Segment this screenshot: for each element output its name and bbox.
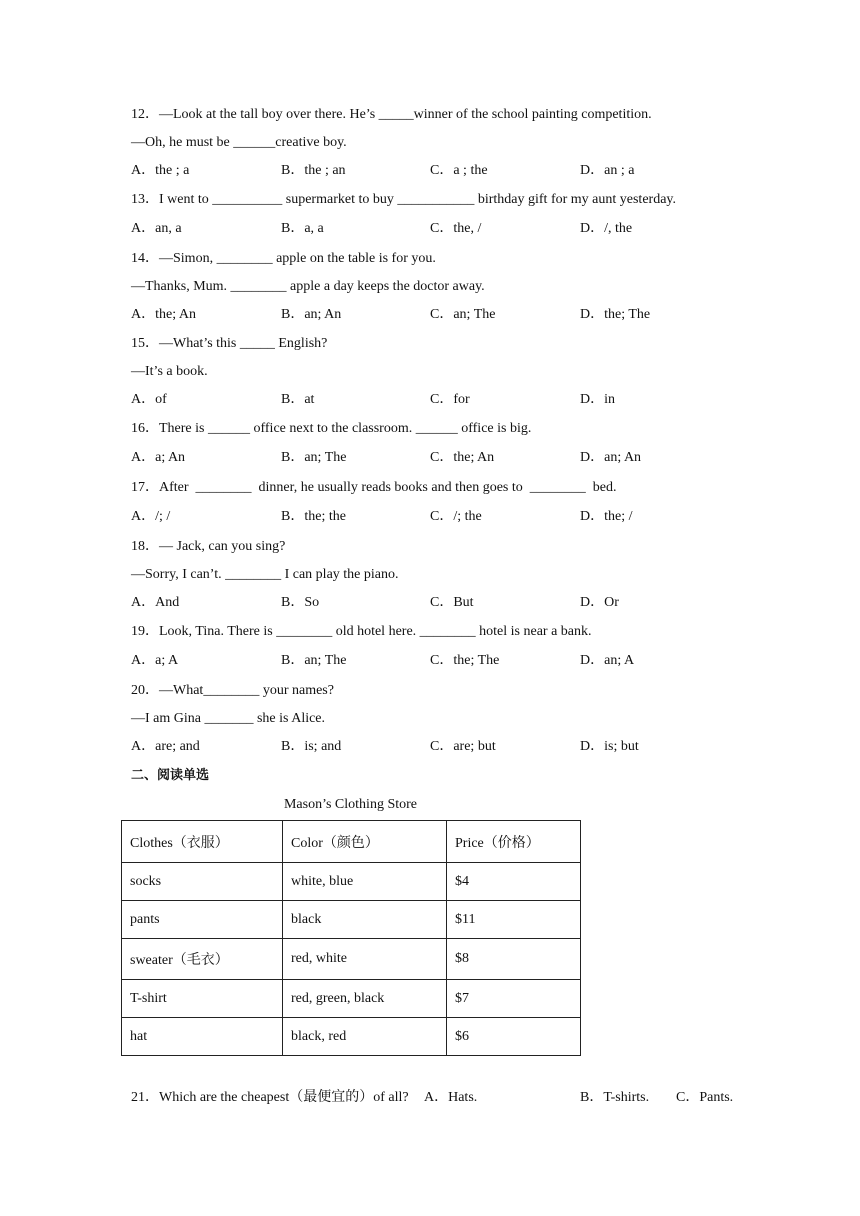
option-d: D．an ; a: [580, 163, 635, 178]
table-cell: $11: [447, 901, 581, 939]
option-a: A．the; An: [131, 307, 196, 322]
question-stem: 12．—Look at the tall boy over there. He’s _____winner of the school painting competition.: [131, 107, 652, 122]
option-a: A．an, a: [131, 221, 182, 236]
question-stem: 20．—What________ your names?: [131, 683, 334, 698]
option-d: D．in: [580, 392, 615, 407]
table-cell: red, green, black: [283, 980, 447, 1018]
question-line: —Thanks, Mum. ________ apple a day keeps the doctor away.: [131, 279, 485, 294]
option-b: B．an; The: [281, 450, 347, 465]
table-cell: $4: [447, 863, 581, 901]
table-row: [122, 939, 581, 980]
option-d: D．is; but: [580, 739, 639, 754]
table-cell: socks: [122, 863, 283, 901]
option-c: C．an; The: [430, 307, 496, 322]
option-d: D．an; An: [580, 450, 642, 465]
option-row: [131, 307, 771, 323]
option-d: D．an; A: [580, 653, 635, 668]
option-a: A．the ; a: [131, 163, 190, 178]
table-cell: $7: [447, 980, 581, 1018]
question-line: —I am Gina _______ she is Alice.: [131, 711, 326, 726]
table-row: [122, 1018, 581, 1056]
clothing-price-table: [121, 820, 581, 1056]
option-c: C．the, /: [430, 221, 482, 236]
option-c: C．a ; the: [430, 163, 488, 178]
option-c: C．the; An: [430, 450, 495, 465]
table-cell: hat: [122, 1018, 283, 1056]
option-row: [131, 392, 771, 408]
table-caption: Mason’s Clothing Store: [283, 797, 417, 812]
option-a: A．/; /: [131, 509, 171, 524]
option-b: B．the; the: [281, 509, 346, 524]
table-row: [122, 980, 581, 1018]
option-d: D．the; /: [580, 509, 633, 524]
option-c: C．are; but: [430, 739, 496, 754]
option-c: C．But: [430, 595, 474, 610]
table-cell: $6: [447, 1018, 581, 1056]
question-stem: 15．—What’s this _____ English?: [131, 336, 328, 351]
question-line: —Oh, he must be ______creative boy.: [131, 135, 347, 150]
option-a: A．a; A: [131, 653, 179, 668]
question-line: —Sorry, I can’t. ________ I can play the piano.: [131, 567, 399, 582]
header-cell: Price（价格）: [447, 821, 581, 863]
option-row: [131, 221, 771, 237]
option-a: A．a; An: [131, 450, 186, 465]
header-cell: Color（颜色）: [283, 821, 447, 863]
option-c: C．/; the: [430, 509, 482, 524]
option-d: D．/, the: [580, 221, 633, 236]
option-b: B．T-shirts.: [580, 1090, 650, 1105]
question-stem: 13．I went to __________ supermarket to buy ___________ birthday gift for my aunt yesterday.: [131, 192, 676, 207]
option-row: [131, 595, 771, 611]
option-b: B．an; The: [281, 653, 347, 668]
table-cell: red, white: [283, 939, 447, 980]
option-a: A．Hats.: [424, 1090, 478, 1105]
question-stem: 19．Look, Tina. There is ________ old hotel here. ________ hotel is near a bank.: [131, 624, 592, 639]
question-line: —It’s a book.: [131, 364, 208, 379]
option-row: [131, 450, 771, 466]
option-c: C．the; The: [430, 653, 500, 668]
table-cell: white, blue: [283, 863, 447, 901]
table-cell: $8: [447, 939, 581, 980]
question-stem: 16．There is ______ office next to the classroom. ______ office is big.: [131, 421, 532, 436]
option-c: C．Pants.: [676, 1090, 734, 1105]
option-b: B．at: [281, 392, 315, 407]
option-d: D．the; The: [580, 307, 651, 322]
table-cell: pants: [122, 901, 283, 939]
table-cell: black: [283, 901, 447, 939]
option-row: [131, 653, 771, 669]
table-cell: black, red: [283, 1018, 447, 1056]
option-b: B．is; and: [281, 739, 342, 754]
option-row: [131, 509, 771, 525]
table-cell: sweater（毛衣）: [122, 939, 283, 980]
option-b: B．a, a: [281, 221, 324, 236]
question-stem: 14．—Simon, ________ apple on the table is for you.: [131, 251, 436, 266]
table-row: [122, 901, 581, 939]
option-row: [131, 163, 771, 179]
question-stem: 21．Which are the cheapest（最便宜的）of all?: [131, 1090, 409, 1105]
question-21: [131, 1090, 771, 1106]
option-a: A．are; and: [131, 739, 200, 754]
section-title: 二、阅读单选: [131, 768, 210, 783]
table-header-row: [122, 821, 581, 863]
option-a: A．And: [131, 595, 180, 610]
table-row: [122, 863, 581, 901]
option-b: B．So: [281, 595, 320, 610]
option-c: C．for: [430, 392, 470, 407]
question-stem: 17．After ________ dinner, he usually reads books and then goes to ________ bed.: [131, 480, 617, 495]
question-stem: 18．— Jack, can you sing?: [131, 539, 286, 554]
option-b: B．the ; an: [281, 163, 346, 178]
option-d: D．Or: [580, 595, 619, 610]
header-cell: Clothes（衣服）: [122, 821, 283, 863]
option-b: B．an; An: [281, 307, 342, 322]
option-row: [131, 739, 771, 755]
option-a: A．of: [131, 392, 167, 407]
table-cell: T-shirt: [122, 980, 283, 1018]
